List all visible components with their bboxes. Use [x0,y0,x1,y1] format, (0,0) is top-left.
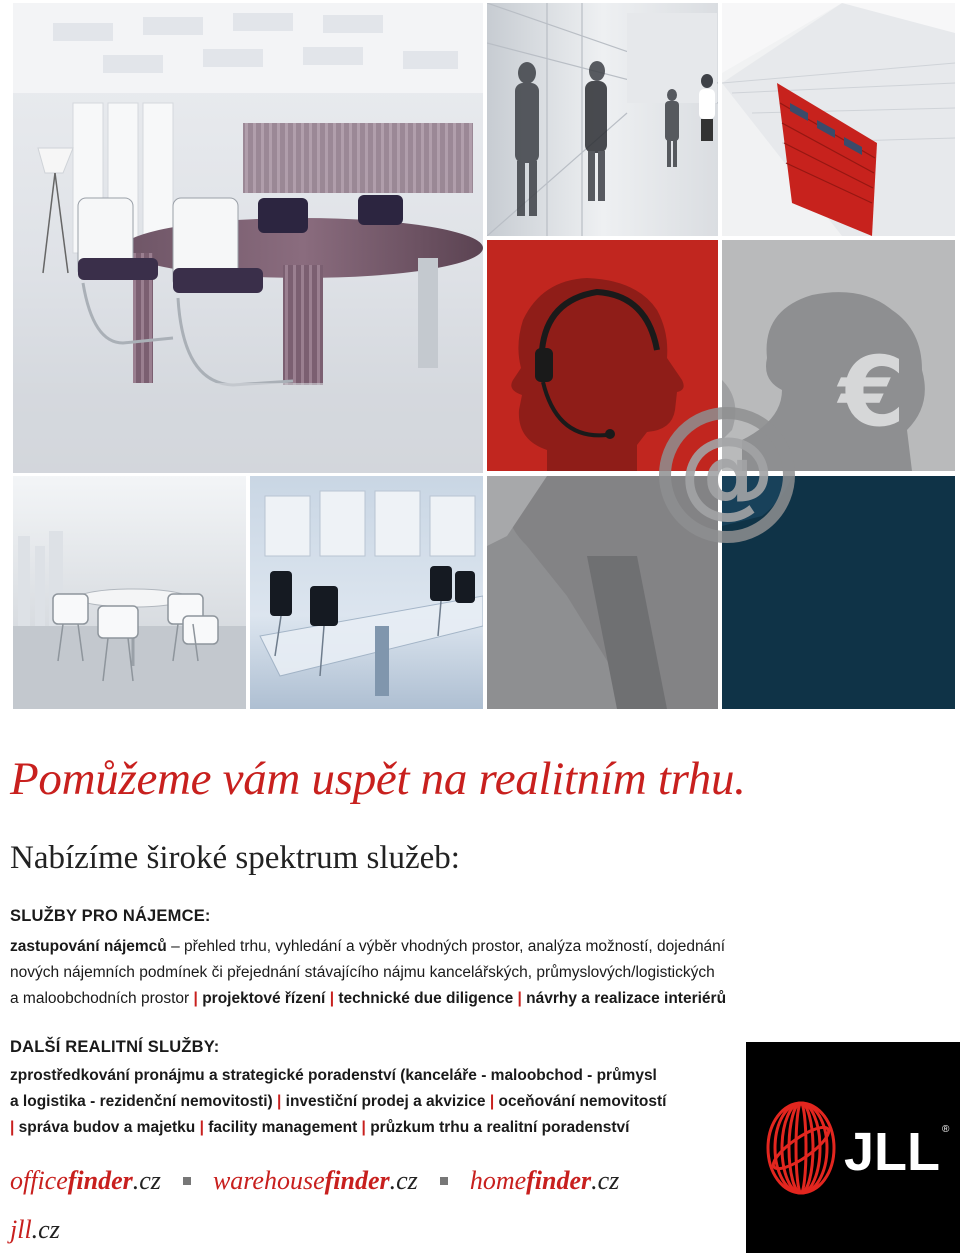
svg-text:€: € [838,336,906,448]
tenant-services-text [10,934,726,1012]
jll-logo-mark-icon [768,1103,834,1193]
warehouse-photo [722,3,955,236]
headline: Pomůžeme vám uspět na realitním trhu. [10,753,746,805]
tenant-services-line-3: a maloobchodních prostor | projektové řízení | technické due diligence | návrhy a realizace interiérů [10,990,727,1007]
other-services-line-1: zprostředkování pronájmu a strategické poradenství (kanceláře - maloobchod - průmysl [10,1067,657,1084]
separator: | [489,1093,495,1110]
separator: | [329,990,335,1007]
at-sign-icon [652,400,802,550]
corridor-people-photo [487,3,718,236]
separator: | [517,990,522,1007]
project-management-label: projektové řízení [202,990,326,1007]
tenant-representation-label: zastupování nájemců [10,938,167,955]
other-services-title: DALŠÍ REALITNÍ SLUŽBY: [10,1038,220,1056]
square-bullet-icon [183,1177,191,1185]
separator: | [277,1093,282,1110]
website-links [10,1166,619,1196]
interior-design-label: návrhy a realizace interiérů [526,990,727,1007]
due-diligence-label: technické due diligence [338,990,514,1007]
white-meeting-room-photo [13,476,246,709]
other-services-text [10,1063,666,1141]
conference-room-photo [13,3,483,473]
separator: | [10,1119,15,1136]
svg-text:@: @ [679,416,775,528]
jll-website-link[interactable]: jll.cz [10,1215,60,1244]
tenant-services-line-2: nových nájemních podmínek či přejednání stávajícího nájmu kancelářských, průmyslových/logistických [10,964,715,981]
officefinder-link[interactable]: officefinder.cz [10,1166,161,1195]
jll-logo-text: JLL [844,1122,941,1182]
warehousefinder-link[interactable]: warehousefinder.cz [212,1166,418,1195]
square-bullet-icon [440,1177,448,1185]
separator: | [193,990,198,1007]
tenant-services-line-1: zastupování nájemců – přehled trhu, vyhledání a výběr vhodných prostor, analýza možností, dojednání [10,938,726,955]
homefinder-link[interactable]: homefinder.cz [469,1166,620,1195]
separator: | [199,1119,204,1136]
glass-meeting-room-photo [250,476,483,709]
other-services-line-2: a logistika - rezidenční nemovitosti) | investiční prodej a akvizice | oceňování nemovitostí [10,1093,667,1110]
separator: | [361,1119,366,1136]
tenant-services-title: SLUŽBY PRO NÁJEMCE: [10,907,211,925]
jll-logo [746,1042,960,1253]
registered-mark: ® [942,1124,950,1135]
subheadline: Nabízíme široké spektrum služeb: [10,840,460,876]
other-services-line-3: | správa budov a majetku | facility management | průzkum trhu a realitní poradenství [10,1119,630,1136]
